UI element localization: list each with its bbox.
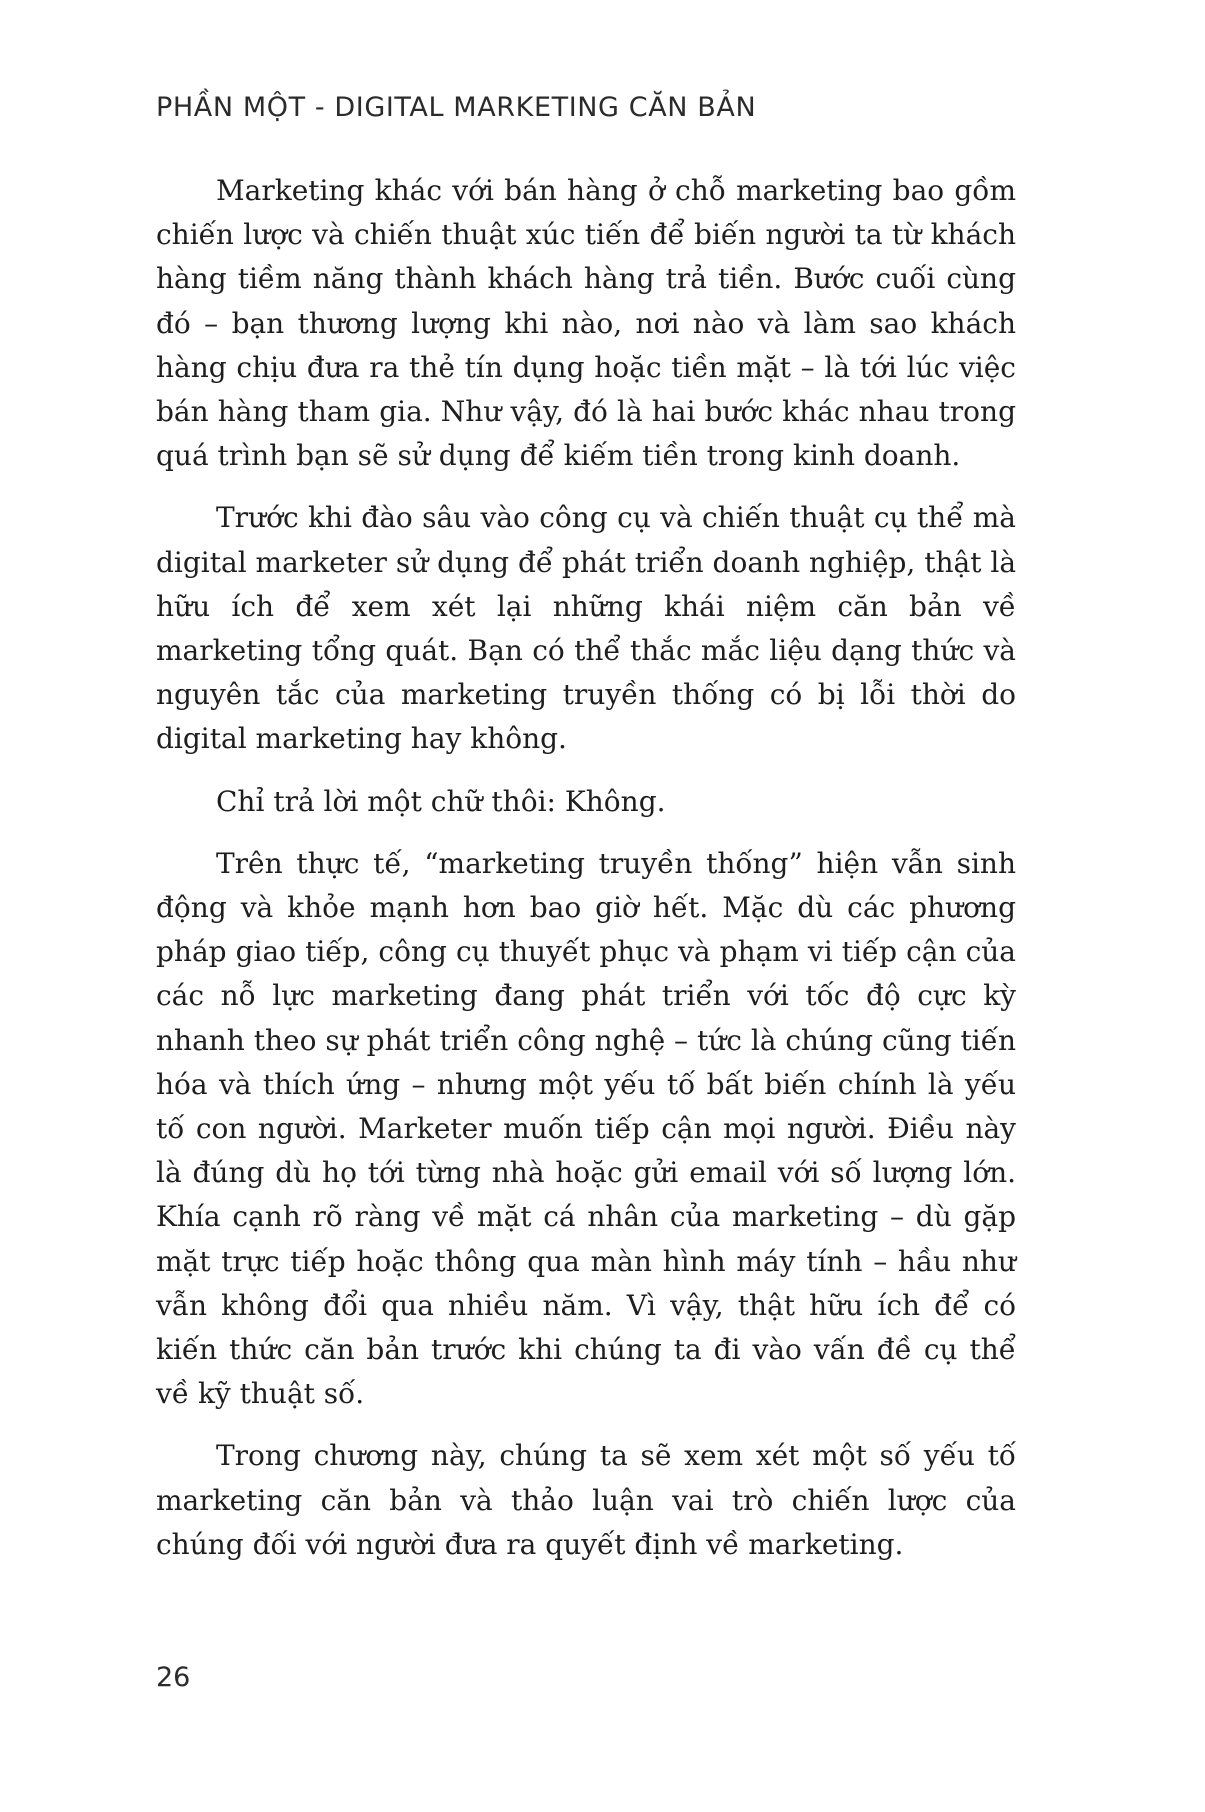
page-number: 26 bbox=[156, 1662, 191, 1693]
paragraph: Trong chương này, chúng ta sẽ xem xét một số yếu tố marketing căn bản và thảo luận vai trò chiến lược của chúng đối với người đưa ra quyết định về marketing. bbox=[156, 1439, 1016, 1561]
paragraph: Chỉ trả lời một chữ thôi: Không. bbox=[216, 784, 666, 818]
paragraph: Marketing khác với bán hàng ở chỗ marketing bao gồm chiến lược và chiến thuật xúc tiến để biến người ta từ khách hàng tiềm năng thành khách hàng trả tiền. Bước cuối cùng đó – bạn thương lượng khi nào, nơi nào và làm sao khách hàng chịu đưa ra thẻ tín dụng hoặc tiền mặt – là tới lúc việc bán hàng tham gia. Như vậy, đó là hai bước khác nhau trong quá trình bạn sẽ sử dụng để kiếm tiền trong kinh doanh. bbox=[156, 174, 1016, 473]
paragraph: Trên thực tế, “marketing truyền thống” hiện vẫn sinh động và khỏe mạnh hơn bao giờ hết. Mặc dù các phương pháp giao tiếp, công cụ thuyết phục và phạm vi tiếp cận của các nỗ lực marketing đang phát triển với tốc độ cực kỳ nhanh theo sự phát triển công nghệ – tức là chúng cũng tiến hóa và thích ứng – nhưng một yếu tố bất biến chính là yếu tố con người. Marketer muốn tiếp cận mọi người. Điều này là đúng dù họ tới từng nhà hoặc gửi email với số lượng lớn. Khía cạnh rõ ràng về mặt cá nhân của marketing – dù gặp mặt trực tiếp hoặc thông qua màn hình máy tính – hầu như vẫn không đổi qua nhiều năm. Vì vậy, thật hữu ích để có kiến thức căn bản trước khi chúng ta đi vào vấn đề cụ thể về kỹ thuật số. bbox=[156, 846, 1017, 1411]
paragraph: Trước khi đào sâu vào công cụ và chiến thuật cụ thể mà digital marketer sử dụng để phát triển doanh nghiệp, thật là hữu ích để xem xét lại những khái niệm căn bản về marketing tổng quát. Bạn có thể thắc mắc liệu dạng thức và nguyên tắc của marketing truyền thống có bị lỗi thời do digital marketing hay không. bbox=[156, 501, 1017, 756]
running-header: PHẦN MỘT - DIGITAL MARKETING CĂN BẢN bbox=[156, 92, 757, 123]
body-text bbox=[156, 169, 1016, 1585]
